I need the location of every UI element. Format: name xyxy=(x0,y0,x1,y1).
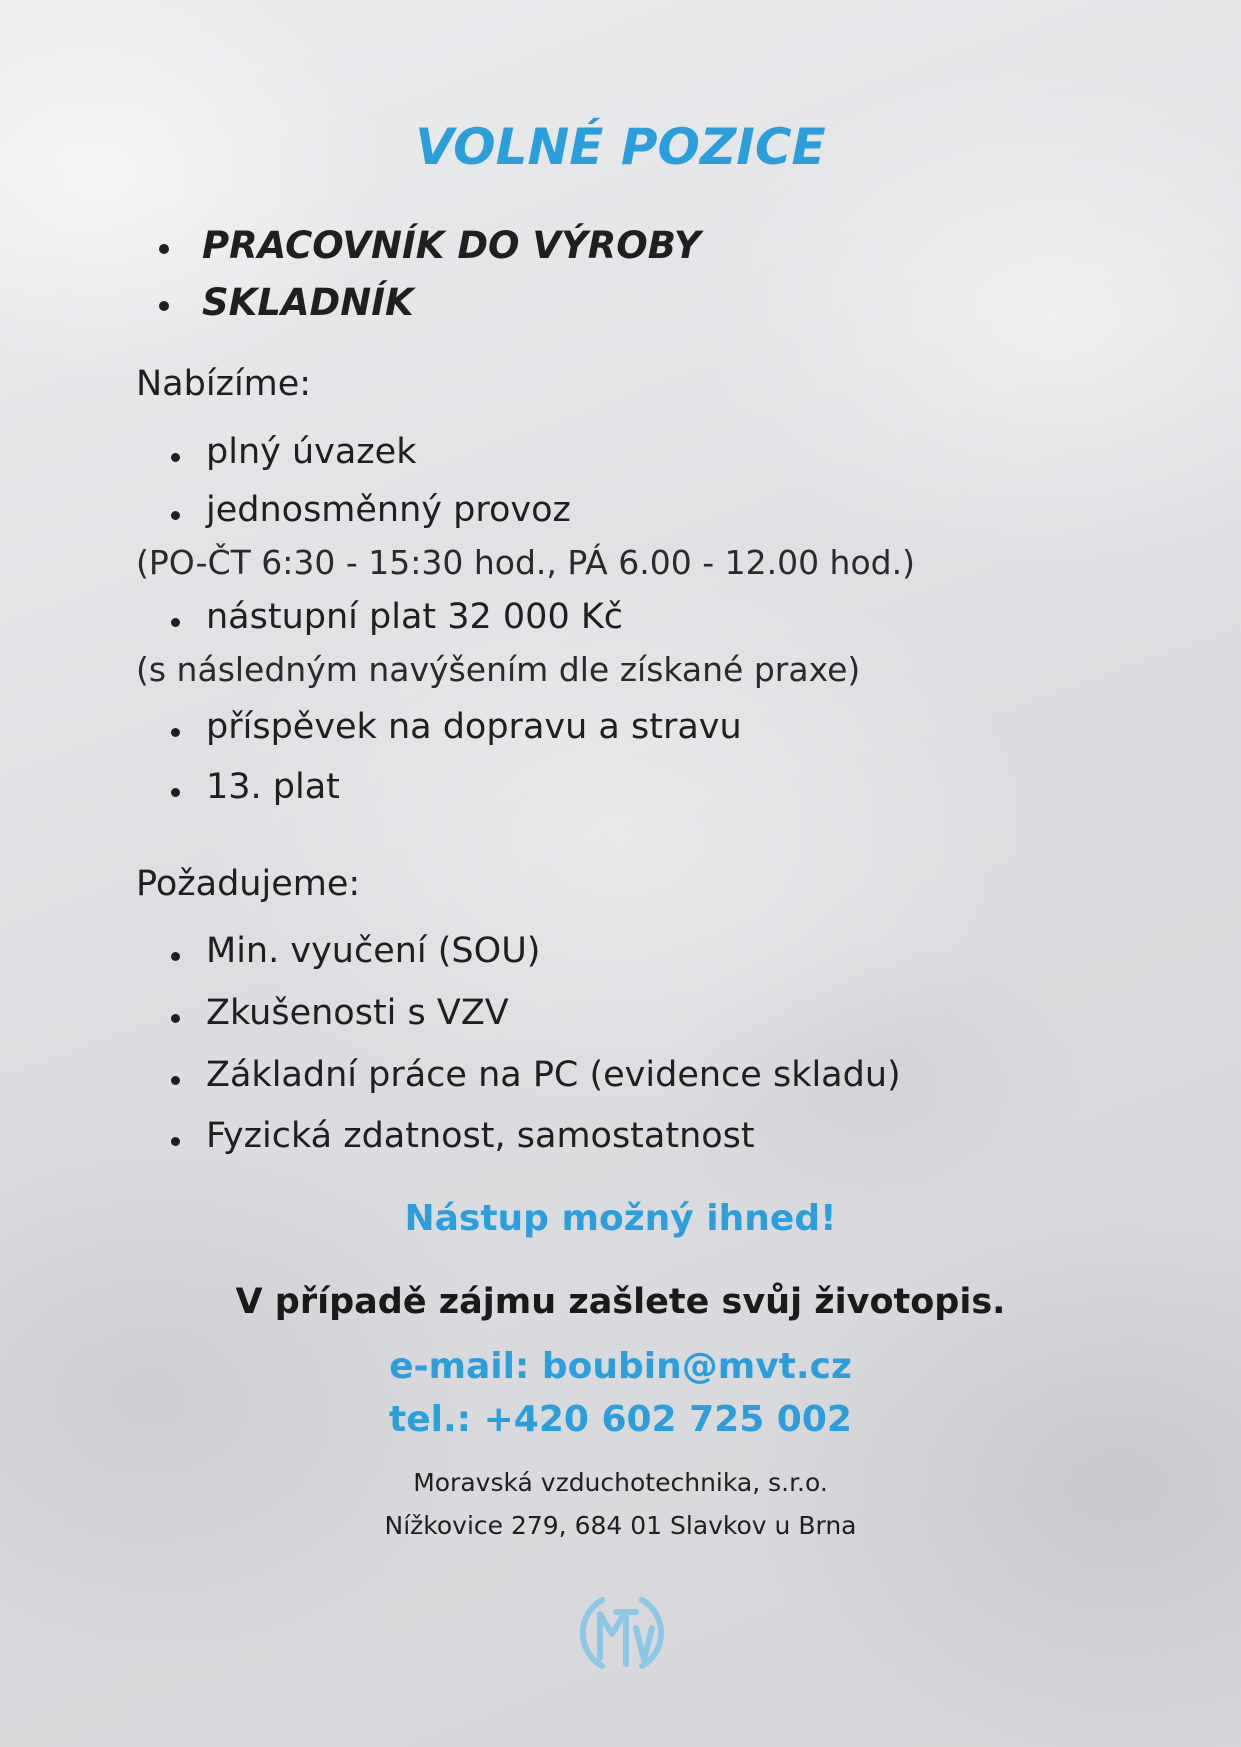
position-item: PRACOVNÍK DO VÝROBY xyxy=(155,222,701,279)
contact-phone: tel.: +420 602 725 002 xyxy=(389,1399,852,1440)
requirements-heading: Požadujeme: xyxy=(136,864,361,904)
offer-item: nástupní plat 32 000 Kč xyxy=(170,597,623,637)
requirement-item: Zkušenosti s VZV xyxy=(170,993,509,1033)
company-address: Nížkovice 279, 684 01 Slavkov u Brna xyxy=(384,1511,857,1540)
company-name: Moravská vzduchotechnika, s.r.o. xyxy=(413,1468,828,1497)
offer-item: 13. plat xyxy=(170,767,340,807)
mvt-logo-icon xyxy=(572,1588,672,1678)
start-now-text: Nástup možný ihned! xyxy=(404,1198,837,1239)
offer-note: (s následným navýšením dle získané praxe) xyxy=(136,650,861,689)
page-title: VOLNÉ POZICE xyxy=(415,118,826,176)
offer-heading: Nabízíme: xyxy=(136,364,312,404)
offer-item: příspěvek na dopravu a stravu xyxy=(170,707,742,747)
contact-email: e-mail: boubin@mvt.cz xyxy=(389,1346,852,1387)
positions-list xyxy=(155,222,701,336)
requirement-item: Základní práce na PC (evidence skladu) xyxy=(170,1055,901,1095)
requirement-item: Fyzická zdatnost, samostatnost xyxy=(170,1116,755,1156)
cv-request-text: V případě zájmu zašlete svůj životopis. xyxy=(235,1282,1006,1322)
position-item: SKLADNÍK xyxy=(155,279,701,336)
offer-item: plný úvazek xyxy=(170,432,416,472)
offer-item: jednosměnný provoz xyxy=(170,490,571,530)
requirement-item: Min. vyučení (SOU) xyxy=(170,931,540,971)
offer-note: (PO-ČT 6:30 - 15:30 hod., PÁ 6.00 - 12.00 hod.) xyxy=(136,543,915,582)
